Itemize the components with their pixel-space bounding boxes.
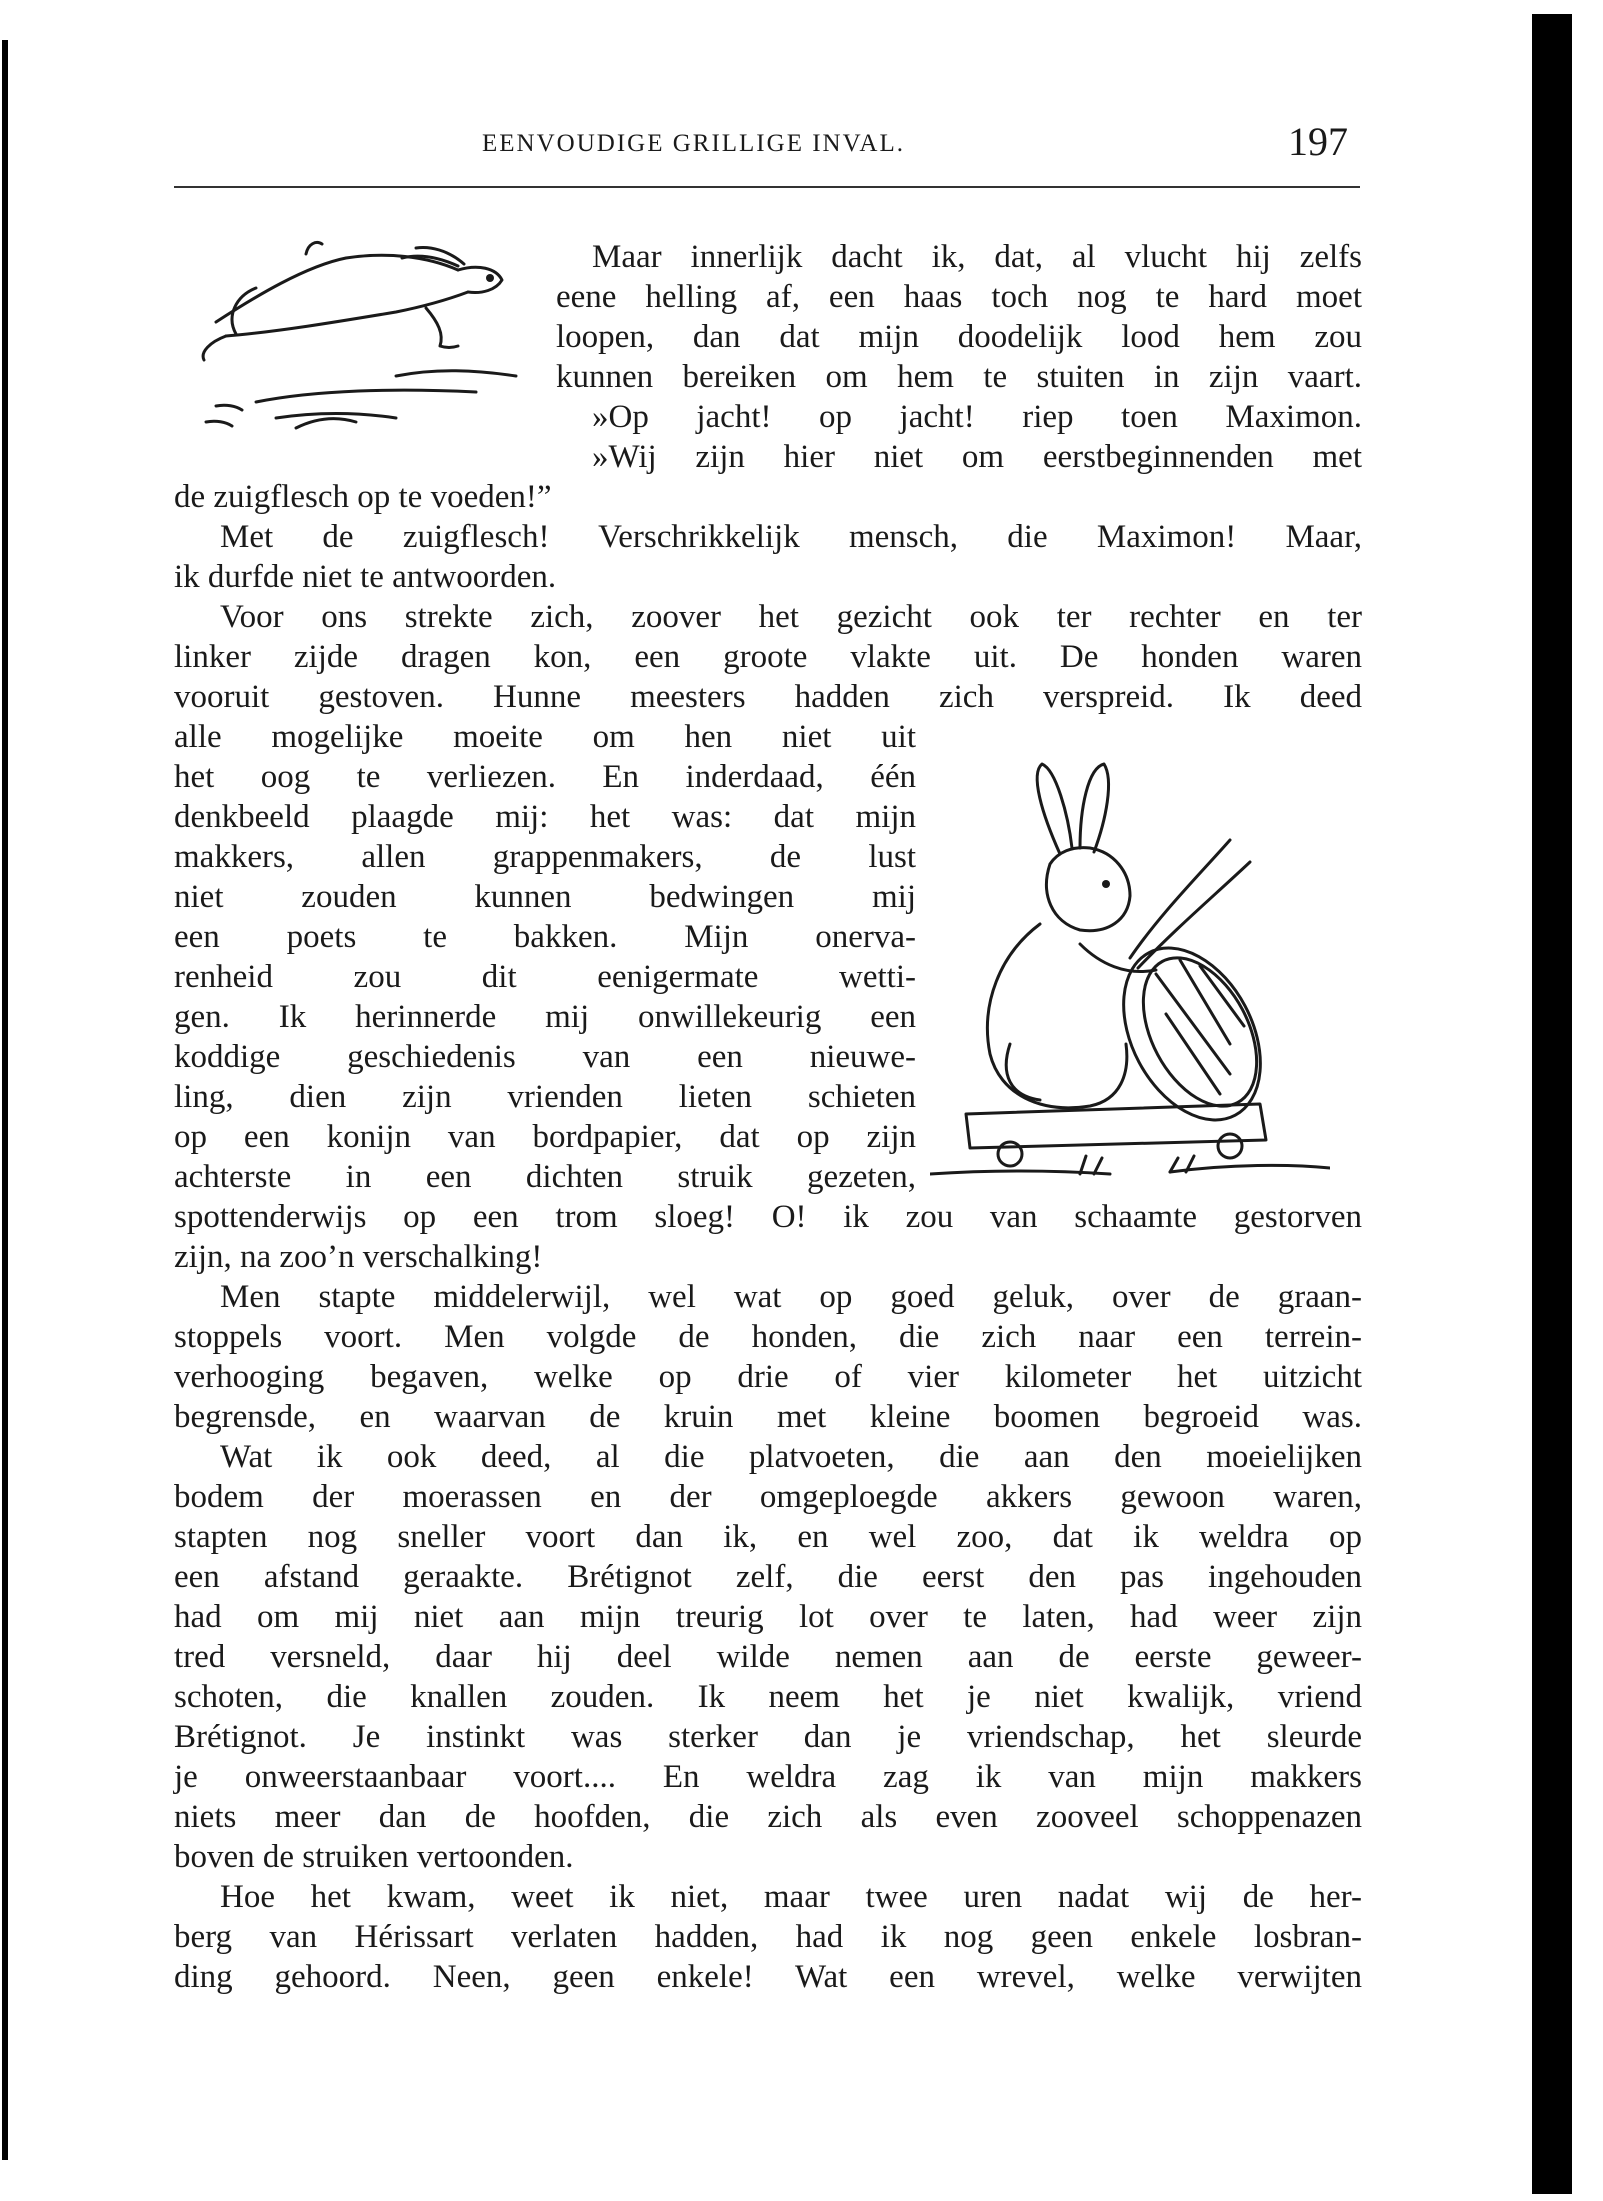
text-line: loopen, dan dat mijn doodelijk lood hem zou — [556, 319, 1362, 355]
text-line: niet zouden kunnen bedwingen mij — [174, 879, 916, 915]
text-line: ding gehoord. Neen, geen enkele! Wat een wrevel, welke verwijten — [174, 1959, 1362, 1995]
text-line: begrensde, en waarvan de kruin met kleine boomen begroeid was. — [174, 1399, 1362, 1435]
scan-edge-left — [2, 40, 8, 2160]
text-line: Maar innerlijk dacht ik, dat, al vlucht hij zelfs — [592, 239, 1362, 275]
drum-rim — [1096, 925, 1288, 1144]
text-line: »Wij zijn hier niet om eerstbeginnenden met — [592, 439, 1362, 475]
text-line: makkers, allen grappenmakers, de lust — [174, 839, 916, 875]
hare-ear — [402, 248, 464, 266]
text-line: kunnen bereiken om hem te stuiten in zijn vaart. — [556, 359, 1362, 395]
cart-wheel-2 — [1218, 1134, 1242, 1158]
text-line: een afstand geraakte. Brétignot zelf, die eerst den pas ingehouden — [174, 1559, 1362, 1595]
text-line: zijn, na zoo’n verschalking! — [174, 1239, 543, 1275]
text-line: berg van Hérissart verlaten hadden, had ik nog geen enkele losbran- — [174, 1919, 1362, 1955]
hare-hindleg — [203, 288, 256, 360]
text-line: achterste in een dichten struik gezeten, — [174, 1159, 916, 1195]
hare-grass-2 — [256, 390, 476, 402]
text-line: tred versneld, daar hij deel wilde nemen aan de eerste geweer- — [174, 1639, 1362, 1675]
hare-tail — [306, 242, 322, 254]
rabbit-arm — [1080, 944, 1156, 972]
page-header — [174, 116, 1364, 176]
text-line: Voor ons strekte zich, zoover het gezicht ook ter rechter en ter — [220, 599, 1362, 635]
text-line: een poets te bakken. Mijn onerva- — [174, 919, 916, 955]
rabbit-head — [1047, 848, 1130, 931]
text-line: ik durfde niet te antwoorden. — [174, 559, 557, 595]
hare-grass-1 — [396, 371, 516, 376]
hare-head — [458, 267, 502, 292]
text-line: stapten nog sneller voort dan ik, en wel zoo, dat ik weldra op — [174, 1519, 1362, 1555]
rabbit-haunch — [1006, 1044, 1040, 1100]
text-line: Wat ik ook deed, al die platvoeten, die aan den moeielijken — [220, 1439, 1362, 1475]
text-line: linker zijde dragen kon, een groote vlakte uit. De honden waren — [174, 639, 1362, 675]
text-line: boven de struiken vertoonden. — [174, 1839, 574, 1875]
rabbit-ear-left — [1037, 764, 1072, 854]
text-line: op een konijn van bordpapier, dat op zijn — [174, 1119, 916, 1155]
text-line: had om mij niet aan mijn treurig lot over te laten, had weer zijn — [174, 1599, 1362, 1635]
text-line: spottenderwijs op een trom sloeg! O! ik zou van schaamte gestorven — [174, 1199, 1362, 1235]
text-line: Men stapte middelerwijl, wel wat op goed geluk, over de graan- — [220, 1279, 1362, 1315]
text-line: Brétignot. Je instinkt was sterker dan je vriendschap, het sleurde — [174, 1719, 1362, 1755]
page-number: 197 — [1288, 119, 1348, 164]
rabbit-drumming-illustration — [930, 744, 1330, 1184]
text-line: niets meer dan de hoofden, die zich als even zooveel schoppenazen — [174, 1799, 1362, 1835]
leaping-hare-illustration — [196, 236, 536, 448]
text-line: je onweerstaanbaar voort.... En weldra zag ik van mijn makkers — [174, 1759, 1362, 1795]
text-line: gen. Ik herinnerde mij onwillekeurig een — [174, 999, 916, 1035]
hare-grass-4 — [206, 405, 242, 426]
hare-foreleg — [426, 308, 458, 348]
text-line: verhooging begaven, welke op drie of vier kilometer het uitzicht — [174, 1359, 1362, 1395]
text-line: »Op jacht! op jacht! riep toen Maximon. — [592, 399, 1362, 435]
running-title: EENVOUDIGE GRILLIGE INVAL. — [482, 130, 905, 157]
text-line: Hoe het kwam, weet ik niet, maar twee uren nadat wij de her- — [220, 1879, 1362, 1915]
hare-grass-3 — [276, 414, 396, 429]
text-line: koddige geschiedenis van een nieuwe- — [174, 1039, 916, 1075]
ground-line — [930, 1165, 1330, 1174]
text-line: de zuigflesch op te voeden!” — [174, 479, 552, 515]
text-line: Met de zuigflesch! Verschrikkelijk mensch, die Maximon! Maar, — [220, 519, 1362, 555]
text-line: vooruit gestoven. Hunne meesters hadden zich verspreid. Ik deed — [174, 679, 1362, 715]
text-line: eene helling af, een haas toch nog te hard moet — [556, 279, 1362, 315]
text-line: stoppels voort. Men volgde de honden, die zich naar een terrein- — [174, 1319, 1362, 1355]
text-line: bodem der moerassen en der omgeploegde akkers gewoon waren, — [174, 1479, 1362, 1515]
text-line: schoten, die knallen zouden. Ik neem het je niet kwalijk, vriend — [174, 1679, 1362, 1715]
rabbit-ear-right — [1080, 764, 1109, 852]
text-line: alle mogelijke moeite om hen niet uit — [174, 719, 916, 755]
scan-edge-right — [1532, 14, 1572, 2194]
text-line: het oog te verliezen. En inderdaad, één — [174, 759, 916, 795]
header-rule — [174, 186, 1360, 188]
text-line: renheid zou dit eenigermate wetti- — [174, 959, 916, 995]
text-line: denkbeeld plaagde mij: het was: dat mijn — [174, 799, 916, 835]
drumstick-1 — [1130, 840, 1230, 958]
text-line: ling, dien zijn vrienden lieten schieten — [174, 1079, 916, 1115]
